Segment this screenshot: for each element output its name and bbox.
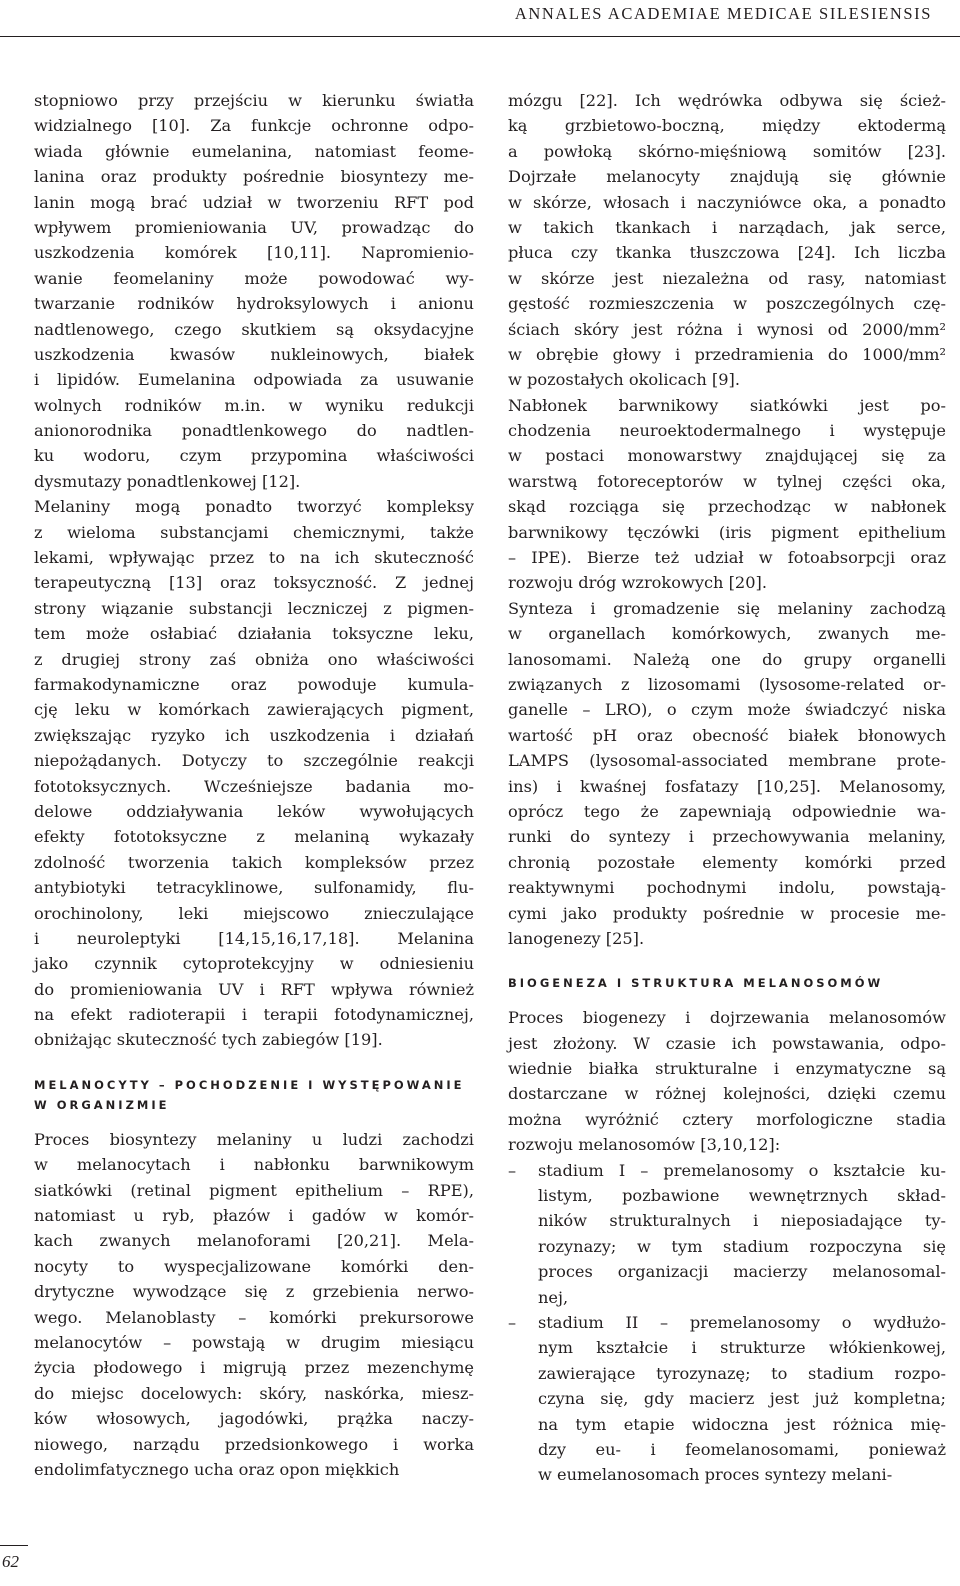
text-line: płuca czy tkanka tłuszczowa [24]. Ich liczba [508, 243, 946, 263]
text-line: chronią pozostałe elementy komórki przed [508, 852, 946, 872]
text-line: nej, [538, 1287, 569, 1307]
right-column [508, 88, 946, 1488]
text-line: listym, pozbawione wewnętrznych skład- [538, 1186, 946, 1206]
header-rule [0, 36, 960, 37]
text-line: skąd rozciąga się przechodząc w nabłonek [508, 497, 946, 517]
text-line: terapeutyczną [13] oraz toksyczność. Z jednej [34, 573, 474, 593]
paragraph [34, 1127, 474, 1482]
spacer [508, 993, 946, 1005]
text-line: reaktywnymi pochodnymi indolu, powstają- [508, 878, 946, 898]
text-line: związanych z lizosomami (lysosome-related or- [508, 674, 946, 694]
text-line: barwnikowy tęczówki (iris pigment epithelium [508, 522, 946, 542]
spacer [34, 1053, 474, 1075]
text-line: jest złożony. W czasie ich powstawania, odpo- [508, 1033, 946, 1053]
text-line: nocyty to wyspecjalizowane komórki den- [34, 1256, 474, 1276]
text-line: nadtlenowego, czego skutkiem są oksydacyjne [34, 319, 474, 339]
text-line: niowego, narządu przedsionkowego i worka [34, 1434, 474, 1454]
text-line: rozwoju melanosomów [3,10,12]: [508, 1135, 781, 1155]
text-line: Proces biosyntezy melaniny u ludzi zachodzi [34, 1129, 474, 1149]
text-line: w skórze, włosach i naczyniówce oka, a ponadto [508, 192, 946, 212]
text-line: gęstość rozmieszczenia w poszczególnych czę- [508, 294, 946, 314]
running-head: ANNALES ACADEMIAE MEDICAE SILESIENSIS [514, 4, 932, 23]
text-line: dysmutazy ponadtlenkowej [12]. [34, 471, 301, 491]
text-line: delowe oddziaływania leków wywołujących [34, 801, 474, 821]
text-line: cymi jako produkty pośrednie w procesie me- [508, 903, 946, 923]
text-line: dzy eu- i feomelanosomami, ponieważ [538, 1439, 946, 1459]
text-line: drytyczne wywodzące się z grzebienia nerwo- [34, 1282, 474, 1302]
spacer [508, 951, 946, 973]
text-line: lanosomami. Należą one do grupy organelli [508, 649, 946, 669]
text-line: i neuroleptyki [14,15,16,17,18]. Melanina [34, 928, 474, 948]
text-line: do promieniowania UV i RFT wpływa również [34, 979, 474, 999]
text-line: warstwą fotoreceptorów w tylnej części oka, [508, 471, 946, 491]
text-line: wpływem promieniowania UV, prowadząc do [34, 217, 474, 237]
text-line: rozwoju dróg wzrokowych [20]. [508, 573, 767, 593]
text-line: natomiast u ryb, płazów i gadów w komór- [34, 1206, 474, 1226]
text-line: Nabłonek barwnikowy siatkówki jest po- [508, 395, 946, 415]
text-line: widzialnego [10]. Za funkcje ochronne odpo- [34, 116, 474, 136]
text-line: w organellach komórkowych, zwanych me- [508, 624, 946, 644]
section-heading: W ORGANIZMIE [34, 1097, 170, 1112]
text-line: uszkodzenia kwasów nukleinowych, białek [34, 344, 474, 364]
list-item [508, 1310, 946, 1488]
text-line: Dojrzałe melanocyty znajdują się głównie [508, 167, 946, 187]
text-line: melanocytów – powstają w drugim miesiącu [34, 1332, 474, 1352]
list [508, 1158, 946, 1488]
paragraph [508, 393, 946, 596]
text-line: wanie feomelaniny może powodować wy- [34, 268, 474, 288]
text-line: twarzanie rodników hydroksylowych i anionu [34, 294, 474, 314]
text-line: z wieloma substancjami chemicznymi, także [34, 522, 474, 542]
text-line: runki do syntezy i przechowywania melaniny, [508, 827, 946, 847]
text-line: życia płodowego i migrują przez mezenchymę [34, 1358, 474, 1378]
text-line: na efekt radioterapii i terapii fotodynamicznej, [34, 1005, 474, 1025]
text-line: wiednie białka strukturalne i enzymatyczne są [508, 1059, 946, 1079]
text-line: zwiększając ryzyko ich uszkodzenia i działań [34, 725, 474, 745]
text-line: wolnych rodników m.in. w wyniku redukcji [34, 395, 474, 415]
text-line: rozynazy; w tym stadium rozpoczyna się [538, 1236, 946, 1256]
text-line: w takich tkankach i narządach, jak serce, [508, 217, 946, 237]
spacer [34, 1115, 474, 1127]
text-line: chodzenia neuroektodermalnego i występuje [508, 421, 946, 441]
text-line: dostarczane w różnej kolejności, dzięki czemu [508, 1084, 946, 1104]
paragraph [34, 88, 474, 494]
text-line: siatkówki (retinal pigment epithelium – RPE), [34, 1180, 474, 1200]
text-line: lanogenezy [25]. [508, 928, 645, 948]
text-line: antybiotyki tetracyklinowe, sulfonamidy, flu- [34, 878, 474, 898]
paragraph [34, 494, 474, 1053]
text-line: na tym etapie widoczna jest różnica mię- [538, 1414, 946, 1434]
text-line: w pozostałych okolicach [9]. [508, 370, 740, 390]
text-line: zdolność tworzenia takich kompleksów przez [34, 852, 474, 872]
text-line: w eumelanosomach proces syntezy melani- [538, 1465, 893, 1485]
text-line: Melaniny mogą ponadto tworzyć kompleksy [34, 497, 474, 517]
text-line: kach zwanych melanoforami [20,21]. Mela- [34, 1231, 474, 1251]
text-line: mózgu [22]. Ich wędrówka odbywa się ścież- [508, 91, 946, 110]
text-line: tem może osłabiać działania toksyczne leku, [34, 624, 474, 644]
text-line: ników strukturalnych i nieposiadające ty- [538, 1211, 946, 1231]
text-line: oprócz tego że zapewniają odpowiednie wa- [508, 801, 946, 821]
section-heading: MELANOCYTY – POCHODZENIE I WYSTĘPOWANIE [34, 1077, 465, 1092]
text-line: lekami, wpływając przez to na ich skuteczność [34, 548, 474, 568]
list-dash: – [508, 1160, 517, 1180]
text-line: ku wodoru, czym przypomina właściwości [34, 446, 474, 466]
text-line: anionorodnika ponadtlenkowego do nadtlen- [34, 421, 474, 441]
text-line: – IPE). Bierze też udział w fotoabsorpcji oraz [508, 548, 946, 568]
text-line: wiada głównie eumelanina, natomiast feome- [34, 141, 474, 161]
footer-rule [0, 1545, 28, 1546]
paragraph [508, 596, 946, 951]
text-line: cję leku w komórkach zawierających pigment, [34, 700, 474, 720]
text-line: uszkodzenia komórek [10,11]. Napromienio- [34, 243, 474, 263]
text-line: do miejsc docelowych: skóry, naskórka, miesz- [34, 1383, 474, 1403]
paragraph [508, 88, 946, 393]
text-line: czyna się, gdy macierz jest już kompletna; [538, 1389, 946, 1409]
text-line: stopniowo przy przejściu w kierunku światła [34, 91, 474, 110]
text-line: w postaci monowarstwy znajdującej się za [508, 446, 946, 466]
text-line: niepożądanych. Dotyczy to szczególnie reakcji [34, 751, 474, 771]
text-line: z drugiej strony zaś obniża ono właściwości [34, 649, 474, 669]
text-line: jako czynnik cytoprotekcyjny w odniesieniu [34, 954, 474, 974]
text-line: ganelle – LRO), o czym może świadczyć niska [508, 700, 946, 720]
text-line: proces organizacji macierzy melanosomal- [538, 1262, 946, 1282]
text-line: a powłoką skórno-mięśniową somitów [23]. [508, 141, 946, 161]
text-line: Synteza i gromadzenie się melaniny zachodzą [508, 598, 946, 618]
page-number: 62 [2, 1552, 19, 1571]
text-line: endolimfatycznego ucha oraz opon miękkich [34, 1459, 400, 1479]
paragraph [508, 1005, 946, 1157]
text-line: w skórze jest niezależna od rasy, natomiast [508, 268, 946, 288]
text-line: stadium I – premelanosomy o kształcie ku- [538, 1160, 946, 1180]
text-line: fototoksycznych. Wcześniejsze badania mo- [34, 776, 474, 796]
text-line: ins) i kwaśnej fosfatazy [10,25]. Melanosomy, [508, 776, 946, 796]
text-line: farmakodynamiczne oraz powoduje kumula- [34, 674, 474, 694]
text-line: efekty fototoksyczne z melaniną wykazały [34, 827, 474, 847]
text-line: strony wiązanie substancji leczniczej z pigmen- [34, 598, 474, 618]
text-line: lanin mogą brać udział w tworzeniu RFT pod [34, 192, 474, 212]
text-line: w melanocytach i nabłonku barwnikowym [34, 1155, 474, 1175]
text-line: ków włosowych, jagodówki, prążka naczy- [34, 1409, 474, 1429]
text-line: orochinolony, leki miejscowo znieczulające [34, 903, 474, 923]
text-line: wego. Melanoblasty – komórki prekursorowe [34, 1307, 474, 1327]
left-column [34, 88, 474, 1482]
text-line: obniżając skuteczność tych zabiegów [19]. [34, 1030, 383, 1050]
text-line: stadium II – premelanosomy o wydłużo- [538, 1312, 946, 1332]
text-line: wartość pH oraz obecność białek błonowych [508, 725, 946, 745]
text-line: i lipidów. Eumelanina odpowiada za usuwanie [34, 370, 474, 390]
list-dash: – [508, 1312, 517, 1332]
text-line: lanina oraz produkty pośrednie biosyntezy me- [34, 167, 474, 187]
text-line: nym kształcie i strukturze włókienkowej, [538, 1338, 946, 1358]
text-line: można wyróżnić cztery morfologiczne stadia [508, 1109, 946, 1129]
text-line: ką grzbietowo-boczną, między ektodermą [508, 116, 946, 136]
text-line: LAMPS (lysosomal-associated membrane prote- [508, 751, 946, 771]
text-line: Proces biogenezy i dojrzewania melanosomów [508, 1008, 946, 1028]
text-line: ściach skóry jest różna i wynosi od 2000/mm² [508, 319, 946, 339]
section-heading: BIOGENEZA I STRUKTURA MELANOSOMÓW [508, 976, 884, 991]
list-item [508, 1158, 946, 1310]
text-line: w obrębie głowy i przedramienia do 1000/mm² [508, 344, 946, 364]
text-line: zawierające tyrozynazę; to stadium rozpo- [538, 1363, 946, 1383]
